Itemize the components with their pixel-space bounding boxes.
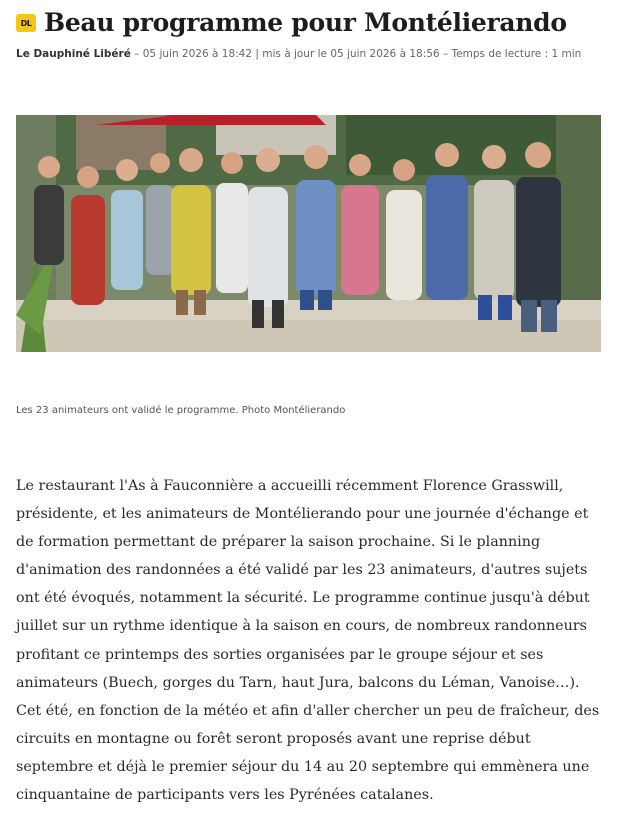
article-body: Le restaurant l'As à Fauconnière a accueilli récemment Florence Grasswill, présidente, et les animateurs de Montélierando pour une journée d'échange et de formation permettant de préparer la saison prochaine. Si le planning d'animation des randonnées a été validé par les 23 animateurs, d'autres sujets ont été évoqués, notamment la sécurité. Le programme continue jusqu'à début juillet sur un rythme identique à la saison en cours, de nombreux randonneurs profitant ce printemps des sorties organisées par le groupe séjour et ses animateurs (Buech, gorges du Tarn, haut Jura, balcons du Léman, Vanoise…). Cet été, en fonction de la météo et afin d'aller chercher un peu de fraîcheur, des circuits en montagne ou forêt seront proposés avant une reprise début septembre et déjà le premier séjour du 14 au 20 septembre qui emmènera une cinquantaine de participants vers les Pyrénées catalanes.	[16, 478, 600, 804]
article-meta: – 05 juin 2026 à 18:42 | mis à jour le 05 juin 2026 à 18:56 – Temps de lecture : 1 min	[130, 48, 582, 60]
article-byline	[16, 48, 619, 60]
article-header	[16, 6, 619, 60]
photo-caption: Les 23 animateurs ont validé le programme. Photo Montélierando	[16, 405, 346, 416]
dauphine-logo-icon[interactable]: DL	[16, 14, 36, 32]
group-photo-illustration	[16, 115, 601, 352]
article-source[interactable]: Le Dauphiné Libéré	[16, 48, 131, 60]
article-photo[interactable]	[16, 115, 601, 352]
title-row	[16, 6, 619, 40]
article-title: Beau programme pour Montélierando	[44, 8, 567, 37]
